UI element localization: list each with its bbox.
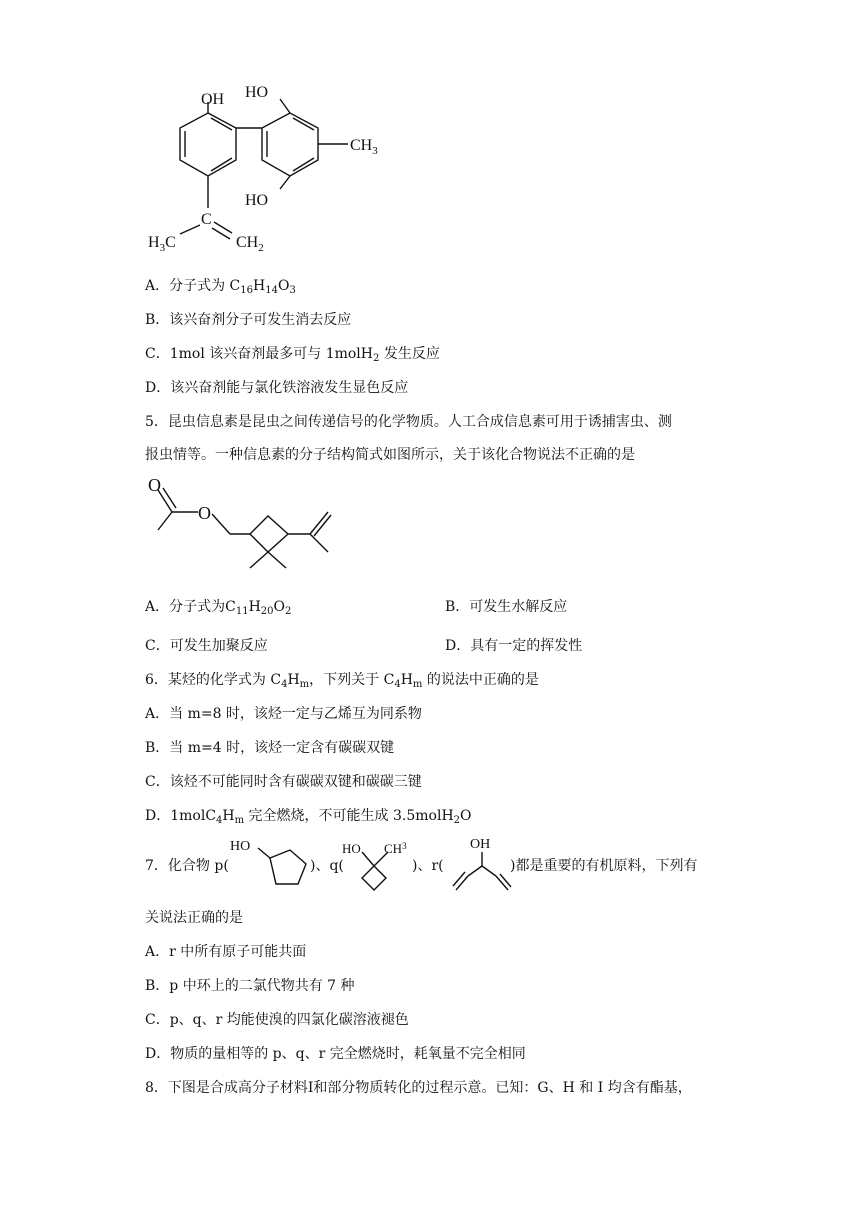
q6-stem: 6．某烃的化学式为 $C_4H_m$，下列关于 $C_4H_m$ 的说法中正确的是 bbox=[145, 672, 539, 690]
q7-stem-r: )、r( bbox=[412, 858, 444, 874]
q4-option-a: A．分子式为 $C_{16}H_{14}O_3$ bbox=[145, 278, 296, 296]
q7-option-a: A．r 中所有原子可能共面 bbox=[145, 944, 307, 960]
svg-text:CH3: $CH_3$ bbox=[350, 137, 378, 157]
svg-text:CH3: $CH^3$ bbox=[384, 841, 407, 856]
q-ch3-label: CH bbox=[384, 841, 403, 856]
q5-option-a: A．分子式为$C_{11}H_{20}O_2$ bbox=[145, 599, 292, 617]
q5-option-d: D．具有一定的挥发性 bbox=[445, 638, 583, 654]
q4-option-d: D．该兴奋剂能与氯化铁溶液发生显色反应 bbox=[145, 380, 409, 396]
q7-stem-line2: 关说法正确的是 bbox=[145, 910, 243, 926]
ho-label-top: HO bbox=[245, 84, 269, 101]
q7-option-b: B．p 中环上的二氯代物共有 7 种 bbox=[145, 978, 355, 994]
q8-stem: 8．下图是合成高分子材料I和部分物质转化的过程示意。已知：G、H 和 I 均含有酯基， bbox=[145, 1080, 692, 1096]
q-ho-label: HO bbox=[342, 841, 361, 856]
q6-option-c: C．该烃不可能同时含有碳碳双键和碳碳三键 bbox=[145, 774, 422, 790]
q5-stem-line1: 5．昆虫信息素是昆虫之间传递信号的化学物质。人工合成信息素可用于诱捕害虫、测 bbox=[145, 414, 672, 430]
q7-option-d: D．物质的量相等的 p、q、r 完全燃烧时，耗氧量不完全相同 bbox=[145, 1046, 526, 1062]
oh-label-1: OH bbox=[201, 91, 225, 108]
p-ho-label: HO bbox=[230, 839, 251, 854]
q7-stem-p: 7．化合物 p( bbox=[145, 858, 229, 874]
c-label: C bbox=[201, 211, 212, 228]
c-label-h3c: C bbox=[165, 234, 176, 251]
q5-stem-line2: 报虫情等。一种信息素的分子结构简式如图所示，关于该化合物说法不正确的是 bbox=[145, 447, 635, 463]
ester-o-label: O bbox=[198, 503, 211, 523]
q6-option-a: A．当 m=8 时，该烃一定与乙烯互为同系物 bbox=[145, 706, 422, 722]
q4-option-b: B．该兴奋剂分子可发生消去反应 bbox=[145, 312, 352, 328]
svg-text:CH2: $CH_2$ bbox=[236, 234, 264, 254]
q4-option-c: C．1mol 该兴奋剂最多可与 1molH$_2$ 发生反应 bbox=[145, 346, 440, 364]
q7-stem-q: )、q( bbox=[310, 858, 344, 874]
ho-label-bottom: HO bbox=[245, 192, 269, 209]
q7-stem-end: )都是重要的有机原料，下列有 bbox=[510, 858, 698, 874]
q5-option-c: C．可发生加聚反应 bbox=[145, 638, 268, 654]
h3c-label: H bbox=[148, 234, 160, 251]
q6-option-b: B．当 m=4 时，该烃一定含有碳碳双键 bbox=[145, 740, 395, 756]
carbonyl-o-label: O bbox=[148, 475, 161, 495]
r-oh-label: OH bbox=[470, 837, 491, 852]
q5-option-b: B．可发生水解反应 bbox=[445, 599, 568, 615]
svg-text:H3C: $H_3C$ bbox=[148, 234, 176, 254]
q6-option-d: D．$1molC_4H_m$ 完全燃烧，不可能生成 3.5molH$_2$O bbox=[145, 808, 472, 826]
q7-option-c: C．p、q、r 均能使溴的四氯化碳溶液褪色 bbox=[145, 1012, 409, 1028]
ch3-label: CH bbox=[350, 137, 373, 154]
ch2-label: CH bbox=[236, 234, 259, 251]
